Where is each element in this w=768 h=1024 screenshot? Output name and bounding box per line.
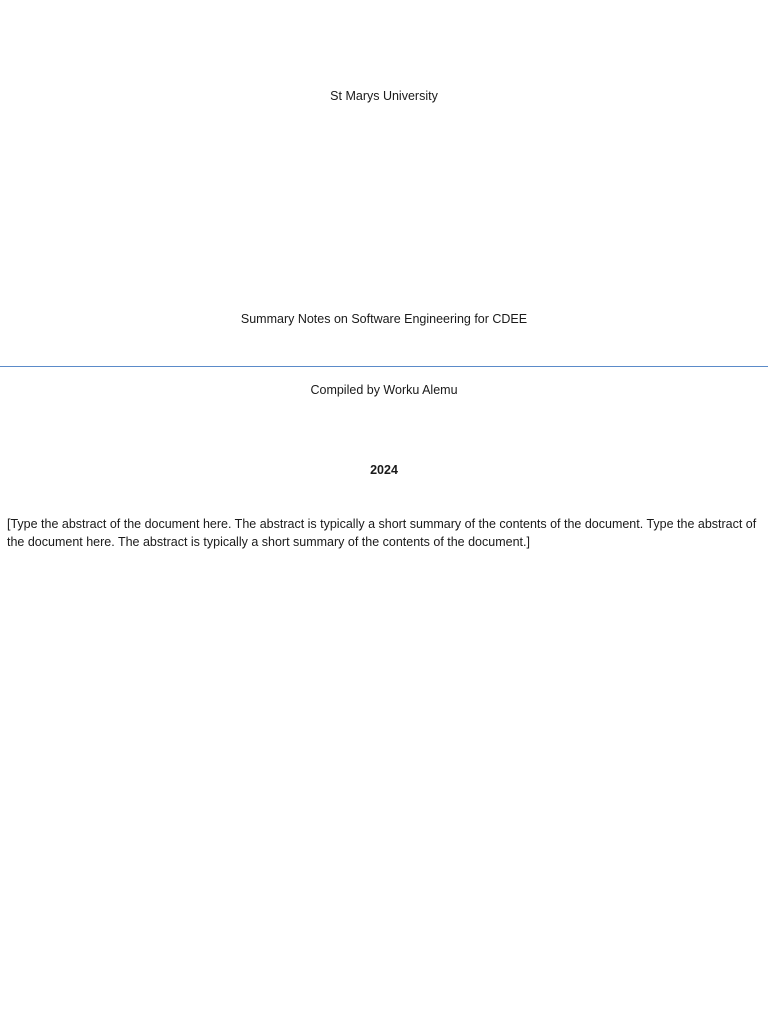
document-title: Summary Notes on Software Engineering for CDEE (240, 312, 528, 326)
organization-name: St Marys University (330, 89, 438, 103)
abstract-text: [Type the abstract of the document here. The abstract is typically a short summary of the contents of the document. Type the abstract of the document here. The abstract is typically a short summary of the contents of the document.] (7, 517, 757, 549)
publication-year: 2024 (370, 463, 398, 477)
author-line: Compiled by Worku Alemu (310, 383, 458, 397)
horizontal-divider (0, 366, 768, 367)
